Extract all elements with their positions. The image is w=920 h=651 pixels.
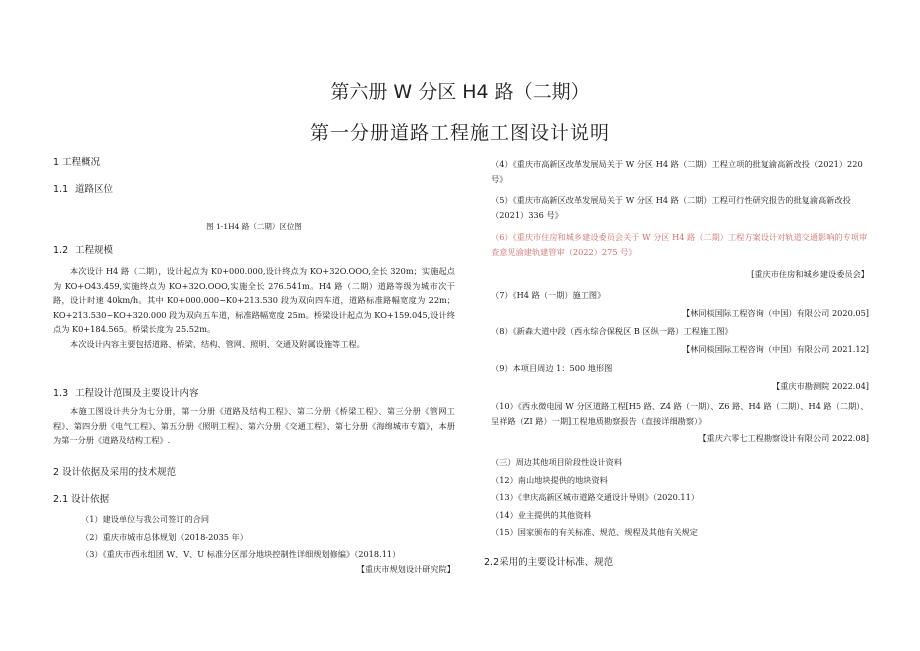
section-number: 1.2 <box>53 245 69 256</box>
basis-item-9: （9）本项目周边 1：500 地形图 <box>491 363 613 373</box>
section-title: 工程设计范围及主要设计内容 <box>75 388 199 399</box>
basis-item-1: （1）建设单位与我公司签订的合同 <box>81 514 210 524</box>
section-2-2-heading <box>465 556 869 571</box>
basis-item-3: （3）《重庆市西永组团 W、V、U 标准分区部分地块控制性详细规划修编》（2018.11） <box>81 549 401 559</box>
basis-item-4: （4）《重庆市高新区改革发展局关于 W 分区 H4 路（二期）工程立项的批复渝高新改投（2021）220 号》 <box>491 159 863 184</box>
basis-item-6: （6）《重庆市住房和城乡建设委员会关于 W 分区 H4 路（二期）工程方案设计对轨道交通影响的专项审查意见渝建轨建管审（2022）275 号》 <box>491 232 868 257</box>
section-2-1-heading: 2.1 设计依据 <box>53 494 110 505</box>
basis-item-6-source: [重庆市住房和城乡建设委员会】 <box>751 269 869 279</box>
basis-item-3-source: 【重庆市规划设计研究院】 <box>356 563 455 574</box>
section-1-2-heading <box>53 244 455 259</box>
section-2-heading: 2 设计依据及采用的技术规范 <box>53 467 177 478</box>
document-title: 第六册 W 分区 H4 路（二期） <box>330 81 590 103</box>
basis-item-15: （15）国家颁布的有关标准、规范、规程及其他有关规定 <box>491 527 698 537</box>
section-title: 采用的主要设计标准、规范 <box>499 557 614 568</box>
section-title: 工程规模 <box>75 245 114 256</box>
section-1-heading: 1 工程概况 <box>53 157 101 168</box>
basis-item-2: （2）重庆市城市总体规划（2018-2035 年） <box>81 531 248 542</box>
section-number: 1.1 <box>53 184 69 195</box>
basis-item-8: （8）《新森大道中段（西永综合保税区 B 区纵一路）工程施工图》 <box>491 326 733 336</box>
basis-item-14: （14）业主提供的其他资料 <box>491 509 592 520</box>
basis-item-10-source: 【重庆六零七工程勘察设计有限公司 2022.08] <box>698 433 869 443</box>
basis-item-13: （13）《聿庆高新区城市道路交通设计导则》（2020.11） <box>491 492 700 502</box>
section-number: 1.3 <box>53 388 69 399</box>
basis-item-7: （7）《H4 路（一期）施工图》 <box>491 290 606 300</box>
scope-paragraph: 本施工图设计共分为七分册，第一分册《道路及结构工程》、第二分册《桥梁工程》、第三分册《管网工程》、第四分册《电气工程》、第五分册《照明工程》、第六分册《交通工程》、第七分册《海绵城市专篇》，本册为第一分册《道路及结构工程》. <box>53 406 455 445</box>
document-subtitle: 第一分册道路工程施工图设计说明 <box>309 122 610 144</box>
content-paragraph: 本次设计内容主要包括道路、桥梁、结构、管网、照明、交通及附属设施等工程。 <box>70 338 365 349</box>
figure-caption: 图 1-1H4 路（二期）区位图 <box>206 222 302 231</box>
basis-item-8-source: 【林同棪国际工程咨询（中国）有限公司 2021.12] <box>681 343 869 354</box>
basis-item-5: （5）《重庆市高新区改革发展局关于 W 分区 H4 路（二期）工程可行性研究报告的批复渝高新改投（2021）336 号》 <box>491 195 851 220</box>
basis-item-9-source: 【重庆市勘测院 2022.04] <box>772 380 869 391</box>
section-title: 道路区位 <box>75 184 114 195</box>
basis-item-11: （三）周边其他项目阶段性设计资料 <box>491 457 623 467</box>
section-1-3-heading <box>53 387 455 402</box>
section-number: 2.2 <box>484 557 500 568</box>
section-1-1-heading <box>53 183 455 198</box>
basis-item-12: （12）南山地块提供的地块资料 <box>491 474 608 485</box>
basis-item-7-source: 【林同棪国际工程咨询（中国）有限公司 2020.05] <box>681 307 869 318</box>
scale-paragraph: 本次设计 H4 路（二期），设计起点为 K0+000.000,设计终点为 KO+32O.OOO,全长 320m；实施起点为 KO+O43.459,实施终点为 KO+32O.OOO,实施全长 276.541m。H4 路（二期）道路等级为城市次干路，设计时速 40km/h。其中 K0+000.000~K0+213.530 段为双向四车道，道路标准路幅宽度为 22m；KO+213.530~KO+320.000 段为双向五车道，标准路幅宽度 25m。桥梁设计起点为 KO+159.045,设计终点为 K0+184.565。桥梁长度为 25.52m。 <box>53 266 455 334</box>
basis-item-10: （10）《西永微电园 W 分区道路工程[H5 路、Z4 路（一期）、Z6 路、H4 路（二期）、H4 路（二期）、呈祥路（ZI 路）一期]工程地质勘察报告（直接详细勘察）》 <box>491 401 869 426</box>
